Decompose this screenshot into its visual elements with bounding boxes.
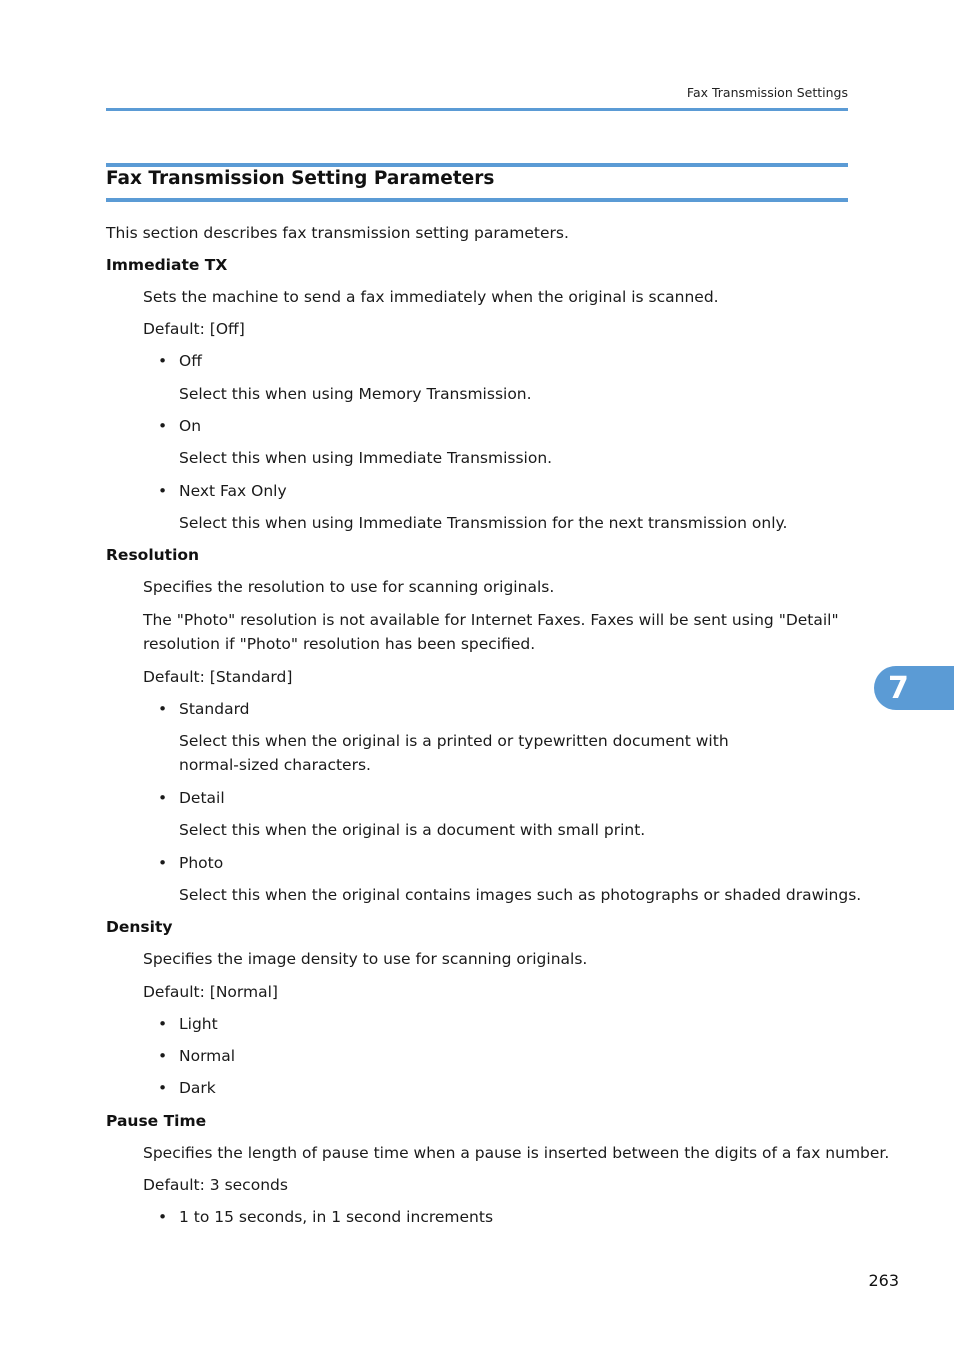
density-desc: Specifies the image density to use for scanning originals.: [143, 950, 588, 968]
term-resolution: Resolution: [106, 546, 200, 564]
running-header: Fax Transmission Settings: [686, 85, 848, 100]
section-intro: This section describes fax transmission setting parameters.: [106, 224, 569, 242]
section-title: Fax Transmission Setting Parameters: [106, 168, 495, 189]
option-desc: Select this when the original contains images such as photographs or shaded drawings.: [179, 886, 862, 904]
bullet-marker: •: [158, 417, 168, 435]
section-top-rule: [106, 163, 848, 167]
option-label: Photo: [179, 854, 224, 872]
option-label: On: [179, 417, 202, 435]
option-label: Detail: [179, 789, 225, 807]
term-density: Density: [106, 918, 173, 936]
option-label: Normal: [179, 1047, 236, 1065]
bullet-marker: •: [158, 789, 168, 807]
option-desc: Select this when using Memory Transmission.: [179, 385, 532, 403]
term-immediate-tx: Immediate TX: [106, 256, 228, 274]
chapter-number: 7: [888, 670, 909, 706]
bullet-marker: •: [158, 700, 168, 718]
option-desc: Select this when using Immediate Transmission.: [179, 449, 553, 467]
bullet-marker: •: [158, 482, 168, 500]
option-desc: Select this when the original is a document with small print.: [179, 821, 646, 839]
pause-time-desc: Specifies the length of pause time when a pause is inserted between the digits of a fax number.: [143, 1144, 890, 1162]
page-number: 263: [868, 1271, 899, 1290]
chapter-tab: [874, 666, 954, 710]
resolution-note: The "Photo" resolution is not available for Internet Faxes. Faxes will be sent using "Detail" resolution if "Photo" resolution has been specified.: [143, 611, 839, 653]
section-bottom-rule: [106, 198, 848, 202]
resolution-desc: Specifies the resolution to use for scanning originals.: [143, 578, 555, 596]
immediate-tx-desc: Sets the machine to send a fax immediately when the original is scanned.: [143, 288, 719, 306]
option-label: Dark: [179, 1079, 216, 1097]
bullet-marker: •: [158, 854, 168, 872]
bullet-marker: •: [158, 1015, 168, 1033]
option-label: Standard: [179, 700, 250, 718]
option-label: Off: [179, 352, 202, 370]
immediate-tx-default: Default: [Off]: [143, 320, 245, 338]
option-label: Light: [179, 1015, 218, 1033]
option-desc: Select this when using Immediate Transmission for the next transmission only.: [179, 514, 788, 532]
bullet-marker: •: [158, 1047, 168, 1065]
density-default: Default: [Normal]: [143, 983, 278, 1001]
option-label: Next Fax Only: [179, 482, 287, 500]
option-desc: Select this when the original is a printed or typewritten document with normal-sized characters.: [179, 732, 729, 774]
option-label: 1 to 15 seconds, in 1 second increments: [179, 1208, 494, 1226]
bullet-marker: •: [158, 1208, 168, 1226]
header-rule: [106, 108, 848, 111]
bullet-marker: •: [158, 352, 168, 370]
pause-time-default: Default: 3 seconds: [143, 1176, 288, 1194]
term-pause-time: Pause Time: [106, 1112, 207, 1130]
bullet-marker: •: [158, 1079, 168, 1097]
resolution-default: Default: [Standard]: [143, 668, 293, 686]
